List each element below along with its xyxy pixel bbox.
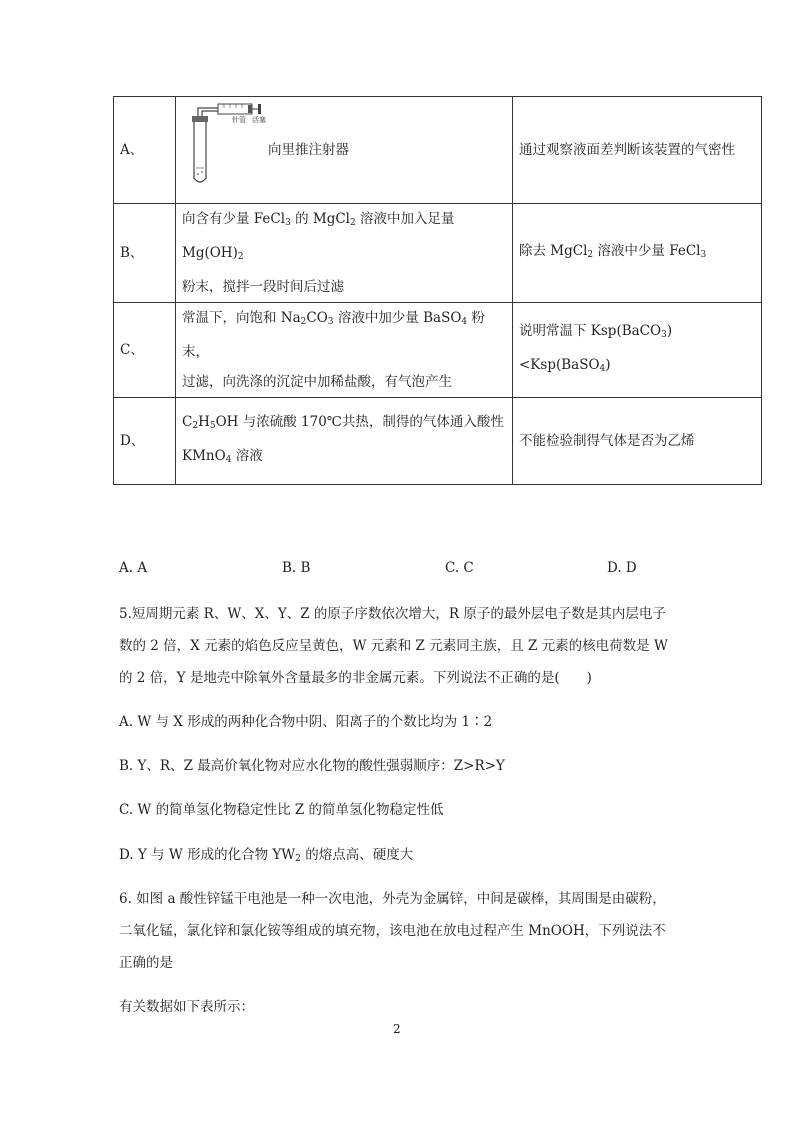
q6-line3: 正确的是 <box>119 955 173 971</box>
conclusion-cell: 通过观察液面差判断该装置的气密性 <box>513 97 762 204</box>
conclusion-cell: 不能检验制得气体是否为乙烯 <box>513 398 762 485</box>
table-row <box>114 204 762 303</box>
option-d[interactable]: D. D <box>607 560 637 576</box>
q6-line1: 6. 如图 a 酸性锌锰干电池是一种一次电池，外壳为金属锌，中间是碳棒，其周围是由碳粉， <box>119 891 666 907</box>
table-row <box>114 398 762 485</box>
operation-text: 向里推注射器 <box>268 142 349 158</box>
q5-option-a[interactable]: A. W 与 X 形成的两种化合物中阴、阳离子的个数比均为 1∶2 <box>119 714 493 730</box>
option-c[interactable]: C. C <box>445 560 474 576</box>
option-a[interactable]: A. A <box>119 560 148 576</box>
conclusion-cell: 除去 MgCl$_2$ 溶液中少量 FeCl$_3$ <box>513 204 762 303</box>
q6-line2: 二氧化锰，氯化锌和氯化铵等组成的填充物，该电池在放电过程产生 MnOOH，下列说法不 <box>119 923 666 939</box>
q5-option-c[interactable]: C. W 的简单氢化物稳定性比 Z 的简单氢化物稳定性低 <box>119 802 444 818</box>
q6-line4: 有关数据如下表所示： <box>119 999 254 1015</box>
q5-line3: 的 2 倍，Y 是地壳中除氧外含量最多的非金属元素。下列说法不正确的是( ) <box>119 670 592 686</box>
row-label: D、 <box>114 398 176 485</box>
option-b[interactable]: B. B <box>282 560 311 576</box>
conclusion-cell: 说明常温下 Ksp(BaCO$_3$)<Ksp(BaSO$_4$) <box>513 303 762 398</box>
piston-label: 活塞 <box>252 116 266 124</box>
row-label: B、 <box>114 204 176 303</box>
syringe-testtube-apparatus <box>184 98 274 188</box>
operation-cell: $C_2H_5OH$ 与浓硫酸 170℃共热，制得的气体通入酸性 KMnO$_4$ 溶液 <box>176 398 513 485</box>
operation-cell: 向含有少量 FeCl$_3$ 的 MgCl$_2$ 溶液中加入足量 $Mg(OH)_2$ 粉末，搅拌一段时间后过滤 <box>176 204 513 303</box>
q5-option-d[interactable]: D. Y 与 W 形成的化合物 $YW_2$ 的熔点高、硬度大 <box>119 847 414 864</box>
page-number: 2 <box>393 1022 401 1036</box>
q5-line1: 5.短周期元素 R、W、X、Y、Z 的原子序数依次增大，R 原子的最外层电子数是其内层电子 <box>119 606 666 622</box>
operation-cell: 常温下，向饱和 $Na_2CO_3$ 溶液中加少量 BaSO$_4$ 粉末， 过滤，向洗涤的沉淀中加稀盐酸，有气泡产生 <box>176 303 513 398</box>
needle-label: 针管 <box>232 116 246 124</box>
q5-option-b[interactable]: B. Y、R、Z 最高价氧化物对应水化物的酸性强弱顺序：Z>R>Y <box>119 758 505 774</box>
row-label: A、 <box>114 97 176 204</box>
q5-line2: 数的 2 倍，X 元素的焰色反应呈黄色，W 元素和 Z 元素同主族，且 Z 元素的核电荷数是 W <box>119 638 668 654</box>
row-label: C、 <box>114 303 176 398</box>
table-row <box>114 303 762 398</box>
